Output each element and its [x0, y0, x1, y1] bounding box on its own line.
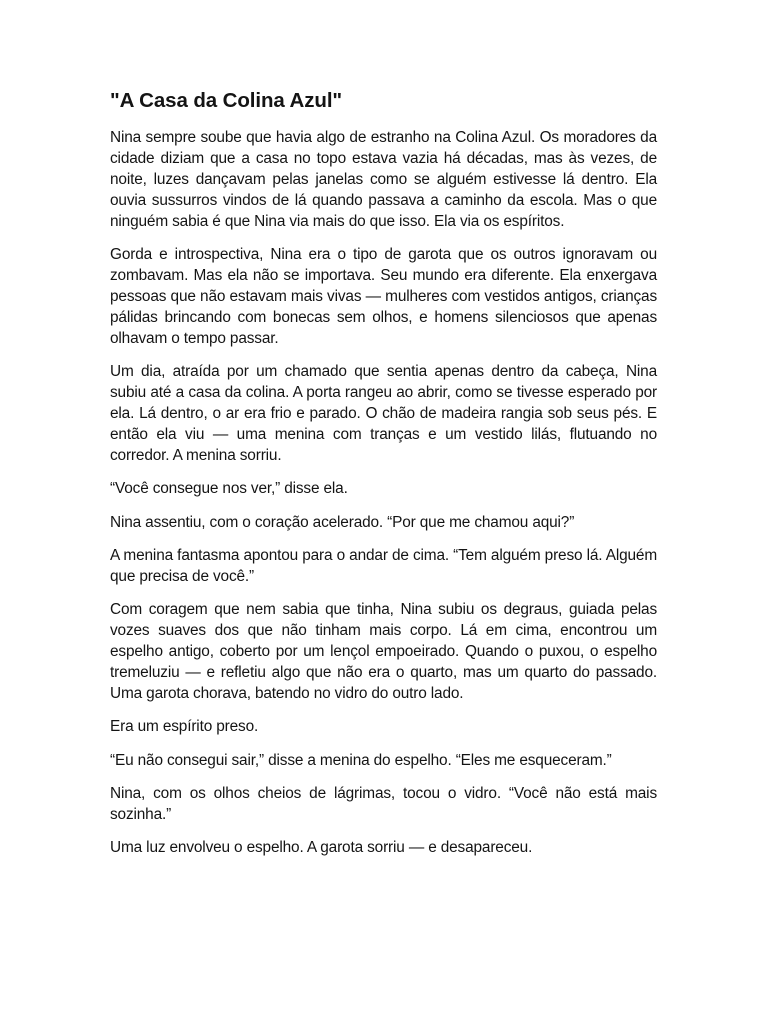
paragraph-2: Gorda e introspectiva, Nina era o tipo de garota que os outros ignoravam ou zombavam. Mas ela não se importava. Seu mundo era diferente. Ela enxergava pessoas que não estavam mais vivas — mulheres com vestidos antigos, crianças pálidas brincando com bonecas sem olhos, e homens silenciosos que apenas olhavam o tempo passar. — [110, 246, 657, 347]
paragraph-6: A menina fantasma apontou para o andar de cima. “Tem alguém preso lá. Alguém que precisa de você.” — [110, 546, 657, 585]
paragraph-7: Com coragem que nem sabia que tinha, Nina subiu os degraus, guiada pelas vozes suaves dos que não tinham mais corpo. Lá em cima, encontrou um espelho antigo, coberto por um lençol empoeirado. Quando o puxou, o espelho tremeluziu — e refletiu algo que não era o quarto, mas um quarto do passado. Uma garota chorava, batendo no vidro do outro lado. — [110, 601, 657, 702]
paragraph-11: Uma luz envolveu o espelho. A garota sorriu — e desapareceu. — [110, 839, 533, 857]
paragraph-1: Nina sempre soube que havia algo de estranho na Colina Azul. Os moradores da cidade diziam que a casa no topo estava vazia há décadas, mas às vezes, de noite, luzes dançavam pelas janelas como se alguém estivesse lá dentro. Ela ouvia sussurros vindos de lá quando passava a caminho da escola. Mas o que ninguém sabia é que Nina via mais do que isso. Ela via os espíritos. — [110, 129, 657, 230]
paragraph-4: “Você consegue nos ver,” disse ela. — [110, 480, 348, 498]
story-title: "A Casa da Colina Azul" — [110, 89, 343, 112]
document-body — [110, 88, 657, 872]
paragraph-5: Nina assentiu, com o coração acelerado. “Por que me chamou aqui?” — [110, 513, 575, 531]
paragraph-10: Nina, com os olhos cheios de lágrimas, tocou o vidro. “Você não está mais sozinha.” — [110, 785, 657, 823]
paragraph-8: Era um espírito preso. — [110, 718, 259, 736]
paragraph-9: “Eu não consegui sair,” disse a menina do espelho. “Eles me esqueceram.” — [110, 751, 612, 769]
paragraph-3: Um dia, atraída por um chamado que sentia apenas dentro da cabeça, Nina subiu até a casa da colina. A porta rangeu ao abrir, como se tivesse esperado por ela. Lá dentro, o ar era frio e parado. O chão de madeira rangia sob seus pés. E então ela viu — uma menina com tranças e um vestido lilás, flutuando no corredor. A menina sorriu. — [110, 363, 657, 464]
